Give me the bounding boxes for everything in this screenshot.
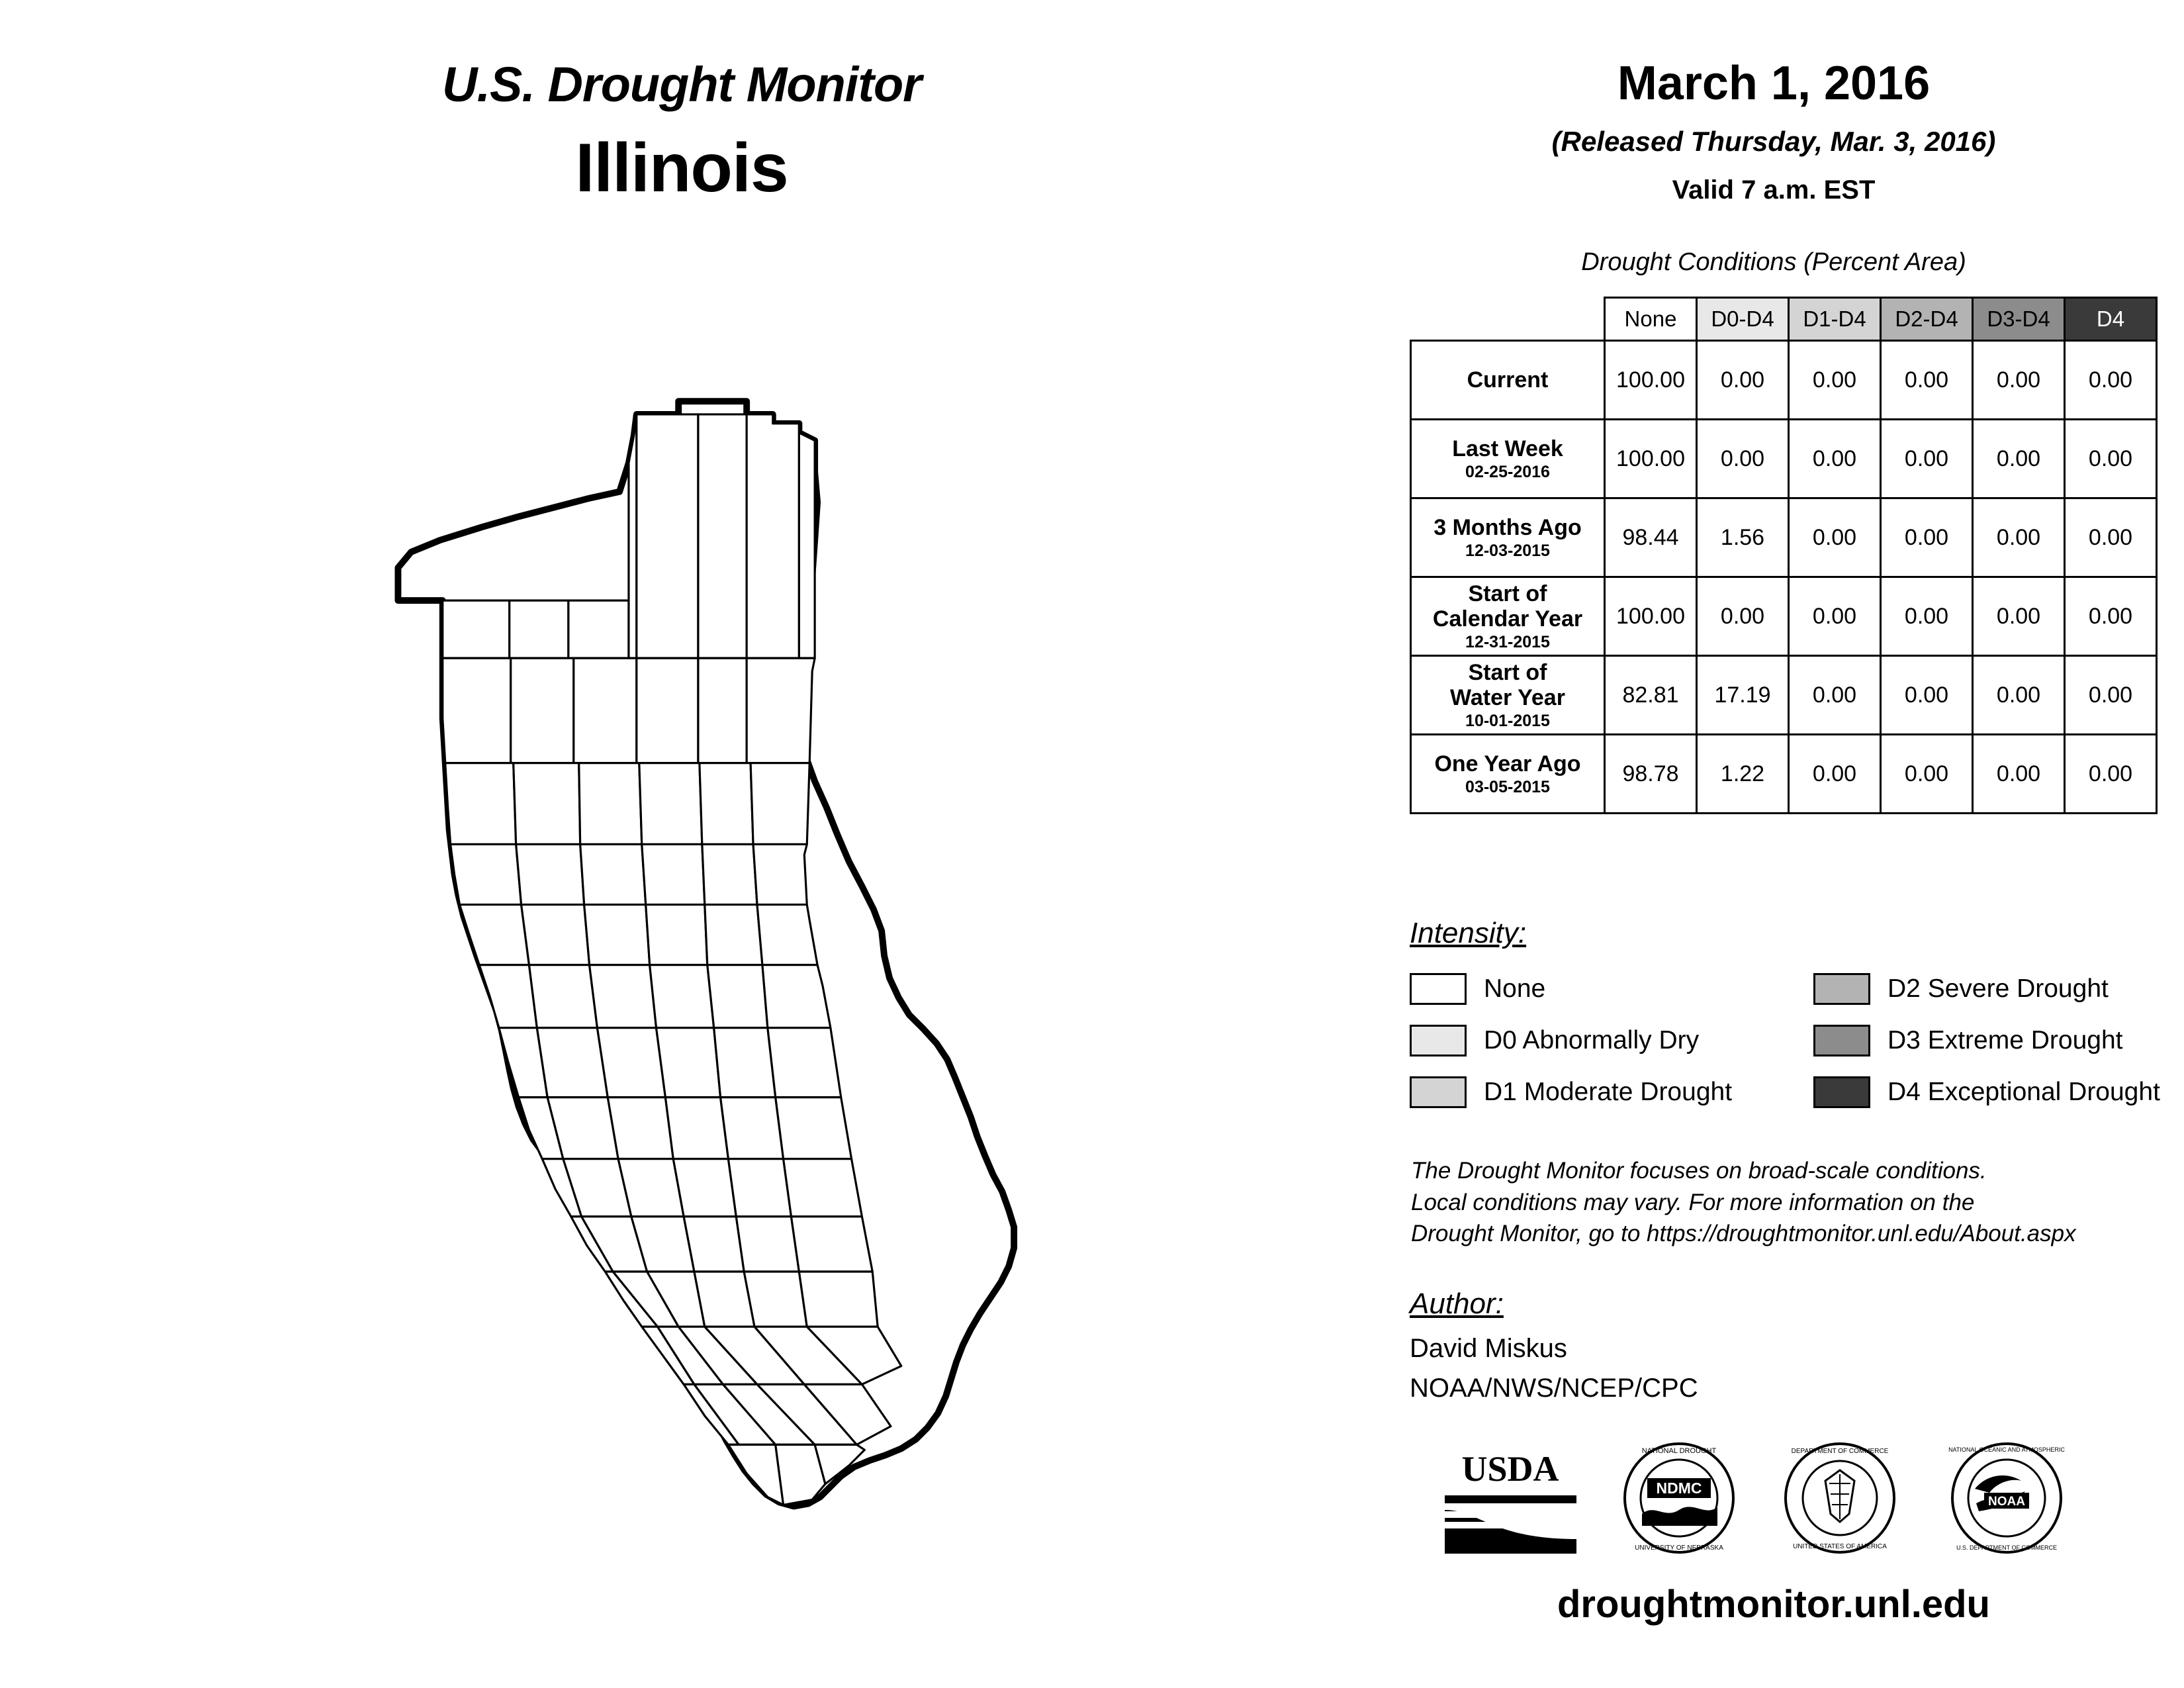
drought-conditions-table [1410, 297, 2158, 814]
legend-item-d3 [1813, 1015, 2160, 1066]
disclaimer-line-3[interactable]: Drought Monitor, go to https://droughtmonitor.unl.edu/About.aspx [1411, 1221, 2076, 1247]
author-organization: NOAA/NWS/NCEP/CPC [1410, 1374, 1698, 1403]
table-corner-cell [1411, 298, 1605, 341]
svg-text:NATIONAL OCEANIC AND ATMOSPHER: NATIONAL OCEANIC AND ATMOSPHERIC [1948, 1446, 2065, 1453]
cell-3months-d3: 0.00 [1973, 498, 2065, 577]
row-label-text: 3 Months Ago [1433, 514, 1582, 540]
row-label-date: 12-03-2015 [1465, 541, 1550, 561]
cell-lastweek-d4: 0.00 [2065, 420, 2157, 498]
disclaimer-line-1: The Drought Monitor focuses on broad-scale conditions. [1411, 1158, 1987, 1184]
row-label-text: One Year Ago [1434, 751, 1581, 776]
swatch-d0-icon [1410, 1025, 1467, 1056]
swatch-d1-icon [1410, 1076, 1467, 1108]
column-header-d0: D0-D4 [1697, 298, 1789, 341]
column-header-d1: D1-D4 [1789, 298, 1881, 341]
cell-wateryear-d3: 0.00 [1973, 656, 2065, 735]
legend-item-d4 [1813, 1066, 2160, 1118]
cell-calyear-d2: 0.00 [1881, 577, 1973, 656]
row-label-date: 10-01-2015 [1465, 712, 1550, 731]
cell-calyear-d0: 0.00 [1697, 577, 1789, 656]
disclaimer-line-2: Local conditions may vary. For more information on the [1411, 1189, 1975, 1215]
legend-item-d2 [1813, 963, 2160, 1015]
table-row [1411, 735, 2157, 814]
author-name: David Miskus [1410, 1334, 1567, 1363]
cell-current-d2: 0.00 [1881, 341, 1973, 420]
row-label-text: Current [1467, 367, 1549, 393]
cell-3months-d1: 0.00 [1789, 498, 1881, 577]
cell-current-none: 100.00 [1605, 341, 1697, 420]
valid-time: Valid 7 a.m. EST [1672, 175, 1876, 205]
intensity-title: Intensity: [1410, 917, 1527, 949]
cell-calyear-d3: 0.00 [1973, 577, 2065, 656]
row-label-date: 12-31-2015 [1465, 633, 1550, 652]
column-header-d3: D3-D4 [1973, 298, 2065, 341]
table-header-row [1411, 298, 2157, 341]
legend-label-d0: D0 Abnormally Dry [1484, 1026, 1700, 1055]
row-label-date: 03-05-2015 [1465, 778, 1550, 797]
release-date: (Released Thursday, Mar. 3, 2016) [1551, 126, 1996, 157]
legend-label-none: None [1484, 974, 1546, 1003]
row-label-text-line2: Water Year [1450, 685, 1565, 710]
author-title: Author: [1410, 1288, 1504, 1320]
cell-lastweek-d0: 0.00 [1697, 420, 1789, 498]
svg-text:NATIONAL DROUGHT: NATIONAL DROUGHT [1641, 1447, 1717, 1455]
row-label-text-line2: Calendar Year [1432, 606, 1583, 632]
cell-wateryear-d4: 0.00 [2065, 656, 2157, 735]
legend-label-d2: D2 Severe Drought [1888, 974, 2109, 1003]
row-label-start-calendar-year [1411, 577, 1605, 656]
state-title: Illinois [575, 130, 788, 207]
svg-text:UNITED STATES OF AMERICA: UNITED STATES OF AMERICA [1793, 1543, 1887, 1550]
swatch-none-icon [1410, 973, 1467, 1005]
cell-current-d1: 0.00 [1789, 341, 1881, 420]
table-caption: Drought Conditions (Percent Area) [1581, 248, 1966, 276]
table-row [1411, 341, 2157, 420]
column-header-d4: D4 [2065, 298, 2157, 341]
cell-3months-d4: 0.00 [2065, 498, 2157, 577]
legend-item-d0 [1410, 1015, 1732, 1066]
row-label-text-line1: Start of [1468, 581, 1547, 606]
cell-current-d4: 0.00 [2065, 341, 2157, 420]
cell-lastweek-d3: 0.00 [1973, 420, 2065, 498]
legend-item-d1 [1410, 1066, 1732, 1118]
cell-calyear-none: 100.00 [1605, 577, 1697, 656]
page-title: U.S. Drought Monitor [442, 57, 921, 112]
row-label-current [1411, 341, 1605, 420]
cell-oneyear-d1: 0.00 [1789, 735, 1881, 814]
table-row [1411, 498, 2157, 577]
cell-wateryear-none: 82.81 [1605, 656, 1697, 735]
swatch-d2-icon [1813, 973, 1870, 1005]
cell-lastweek-d2: 0.00 [1881, 420, 1973, 498]
row-label-date: 02-25-2016 [1465, 463, 1550, 482]
cell-oneyear-d2: 0.00 [1881, 735, 1973, 814]
cell-oneyear-d0: 1.22 [1697, 735, 1789, 814]
table-row [1411, 577, 2157, 656]
cell-oneyear-d4: 0.00 [2065, 735, 2157, 814]
svg-text:DEPARTMENT OF COMMERCE: DEPARTMENT OF COMMERCE [1791, 1448, 1889, 1455]
row-label-text-line1: Start of [1468, 659, 1547, 685]
cell-wateryear-d1: 0.00 [1789, 656, 1881, 735]
row-label-text: Last Week [1452, 436, 1563, 461]
cell-wateryear-d2: 0.00 [1881, 656, 1973, 735]
column-header-none: None [1605, 298, 1697, 341]
row-label-start-water-year [1411, 656, 1605, 735]
disclaimer [1411, 1155, 2179, 1250]
legend-label-d1: D1 Moderate Drought [1484, 1078, 1733, 1106]
illinois-county-map [285, 278, 1099, 1602]
row-label-last-week [1411, 420, 1605, 498]
cell-calyear-d4: 0.00 [2065, 577, 2157, 656]
cell-oneyear-d3: 0.00 [1973, 735, 2065, 814]
cell-oneyear-none: 98.78 [1605, 735, 1697, 814]
info-panel [1363, 0, 2184, 1688]
cell-3months-d2: 0.00 [1881, 498, 1973, 577]
svg-text:USDA: USDA [1461, 1449, 1559, 1489]
noaa-logo [1946, 1440, 2068, 1556]
logo-row [1403, 1440, 2184, 1562]
column-header-d2: D2-D4 [1881, 298, 1973, 341]
cell-3months-d0: 1.56 [1697, 498, 1789, 577]
cell-lastweek-d1: 0.00 [1789, 420, 1881, 498]
cell-current-d3: 0.00 [1973, 341, 2065, 420]
cell-lastweek-none: 100.00 [1605, 420, 1697, 498]
legend-label-d4: D4 Exceptional Drought [1888, 1078, 2160, 1106]
legend-column-left [1410, 963, 1732, 1118]
cell-calyear-d1: 0.00 [1789, 577, 1881, 656]
swatch-d4-icon [1813, 1076, 1870, 1108]
table-row [1411, 420, 2157, 498]
row-label-one-year-ago [1411, 735, 1605, 814]
usda-logo [1439, 1440, 1582, 1556]
svg-text:NOAA: NOAA [1988, 1495, 2025, 1509]
swatch-d3-icon [1813, 1025, 1870, 1056]
ndmc-logo [1618, 1440, 1741, 1556]
website-url[interactable]: droughtmonitor.unl.edu [1557, 1583, 1990, 1626]
legend-label-d3: D3 Extreme Drought [1888, 1026, 2123, 1055]
svg-text:U.S. DEPARTMENT OF COMMERCE: U.S. DEPARTMENT OF COMMERCE [1956, 1544, 2058, 1551]
cell-wateryear-d0: 17.19 [1697, 656, 1789, 735]
report-date: March 1, 2016 [1617, 57, 1931, 110]
cell-current-d0: 0.00 [1697, 341, 1789, 420]
svg-text:NDMC: NDMC [1656, 1479, 1702, 1497]
doc-logo [1780, 1440, 1899, 1556]
legend-column-right [1813, 963, 2160, 1118]
legend-item-none [1410, 963, 1732, 1015]
cell-3months-none: 98.44 [1605, 498, 1697, 577]
row-label-3-months-ago [1411, 498, 1605, 577]
table-row [1411, 656, 2157, 735]
svg-text:UNIVERSITY OF NEBRASKA: UNIVERSITY OF NEBRASKA [1635, 1544, 1723, 1552]
